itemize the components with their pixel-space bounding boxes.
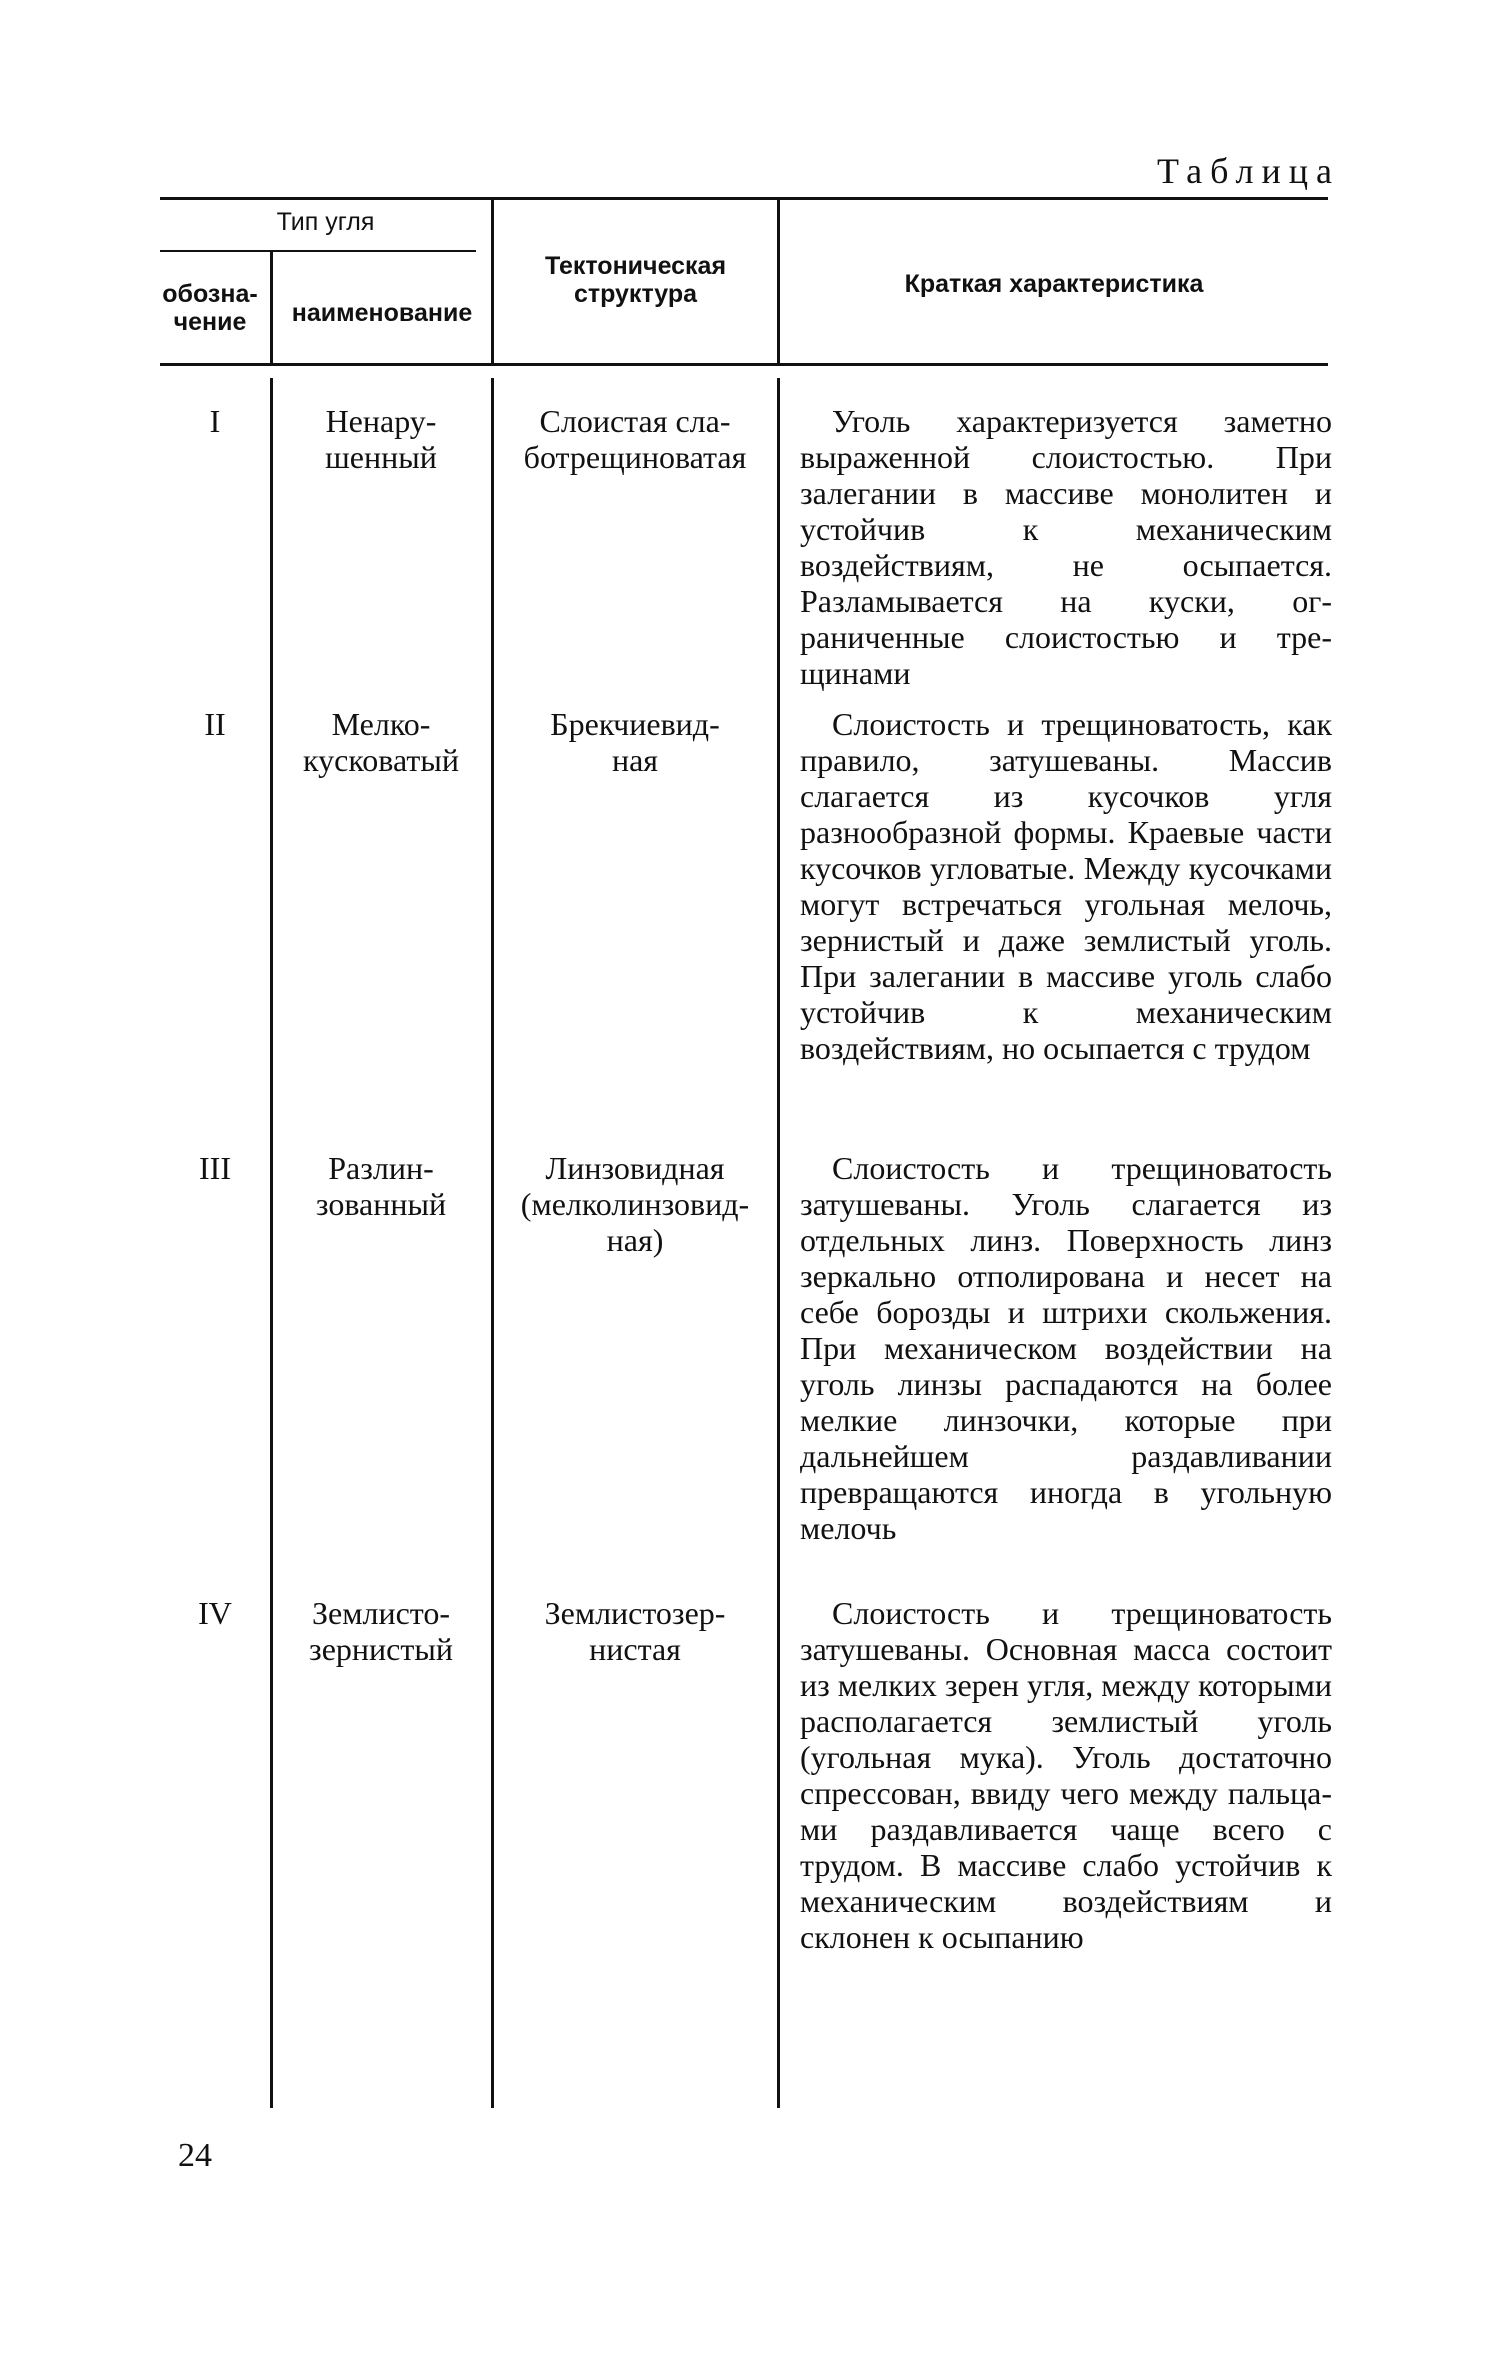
row-4-description: Слоистость и трещиноватость затушеваны. Основная масса состоит из мелких зерен угля, между которыми располагается землистый уголь (угольная мука). Уголь достаточно спрессован, ввиду чего между пальцами раздавливается чаще всего с трудом. В массиве слабо устойчив к механическим воздействиям и склонен к осыпанию [800, 1595, 1332, 1955]
row-3-designation: III [199, 1150, 231, 1186]
row-1-designation: I [209, 403, 221, 439]
row-1-name-line-1: Ненару- [325, 403, 437, 439]
row-3-structure-line-1: Линзовидная [545, 1150, 725, 1186]
row-3-name-line-2: зованный [315, 1186, 447, 1222]
row-2-description: Слоистость и трещиноватость, как правило, затушеваны. Массив слагается из кусочков угля разнообразной формы. Краевые части кусочков угловатые. Между кусочками могут встречаться угольная мелочь, зернистый и даже землистый уголь. При залегании в массиве уголь слабо устойчив к механическим воздействиям, но осыпается с трудом [800, 706, 1332, 1066]
header-description-text: Краткая характеристика [904, 270, 1204, 298]
header-group-label-text: Тип угля [276, 208, 375, 236]
row-1-structure-line-1: Слоистая сла- [539, 403, 731, 439]
header-name [273, 299, 491, 327]
header-structure-line-2: структура [573, 280, 698, 308]
row-3-name-line-1: Разлин- [328, 1150, 434, 1186]
row-4-structure [495, 1595, 775, 1667]
row-3-description: Слоистость и трещиноватость затушеваны. Уголь слагается из отдельных линз. Поверхность линз зеркально отполирована и несет на себе борозды и штрихи скольжения. При механическом воздействии на уголь линзы распадаются на более мелкие линзочки, которые при дальнейшем раздавливании превращаются иногда в угольную мелочь [800, 1150, 1332, 1546]
row-2-structure-line-2: ная [611, 742, 659, 778]
row-1-name-line-2: шенный [325, 439, 437, 475]
row-2-structure-line-1: Брекчиевид- [550, 706, 720, 742]
row-2-name-line-2: кусковатый [303, 742, 459, 778]
row-2-designation: II [204, 706, 226, 742]
header-designation-line-1: обозна- [162, 280, 258, 308]
row-2-name [275, 706, 487, 778]
body-divider-3 [777, 378, 780, 2108]
body-divider-1 [270, 378, 273, 2108]
header-bottom-rule [160, 363, 1328, 366]
row-4-name-line-2: зернистый [309, 1631, 453, 1667]
row-4-structure-line-2: нистая [589, 1631, 681, 1667]
row-1-structure [495, 403, 775, 475]
header-structure [494, 252, 777, 308]
row-3-structure [495, 1150, 775, 1258]
header-designation-line-2: чение [173, 308, 247, 336]
page-number: 24 [178, 2137, 212, 2174]
row-3-name [275, 1150, 487, 1222]
header-designation [150, 280, 270, 336]
row-1-description: Уголь характеризуется заметно выраженной слоистостью. При залегании в массиве монолитен и устойчив к механическим воздействиям, не осыпается. Разламывается на куски, ограниченные слоистостью и трещинами [800, 403, 1332, 691]
row-3-structure-line-3: ная) [606, 1222, 664, 1258]
row-2-name-line-1: Мелко- [331, 706, 431, 742]
table-title: Таблица [1157, 151, 1340, 191]
row-4-designation: IV [198, 1595, 232, 1631]
row-4-name [275, 1595, 487, 1667]
row-1-structure-line-2: ботрещиноватая [523, 439, 747, 475]
row-1-name [275, 403, 487, 475]
header-structure-line-1: Тектоническая [544, 252, 727, 280]
row-4-name-line-1: Землисто- [312, 1595, 450, 1631]
header-description [780, 270, 1328, 298]
header-name-text: наименование [291, 299, 473, 327]
group-underline-rule [160, 250, 476, 252]
body-divider-2 [491, 378, 494, 2108]
header-group-label [160, 208, 491, 236]
row-3-structure-line-2: (мелколинзовид- [520, 1186, 750, 1222]
row-2-structure [495, 706, 775, 778]
header-top-rule [160, 197, 1328, 200]
row-4-structure-line-1: Землистозер- [544, 1595, 726, 1631]
